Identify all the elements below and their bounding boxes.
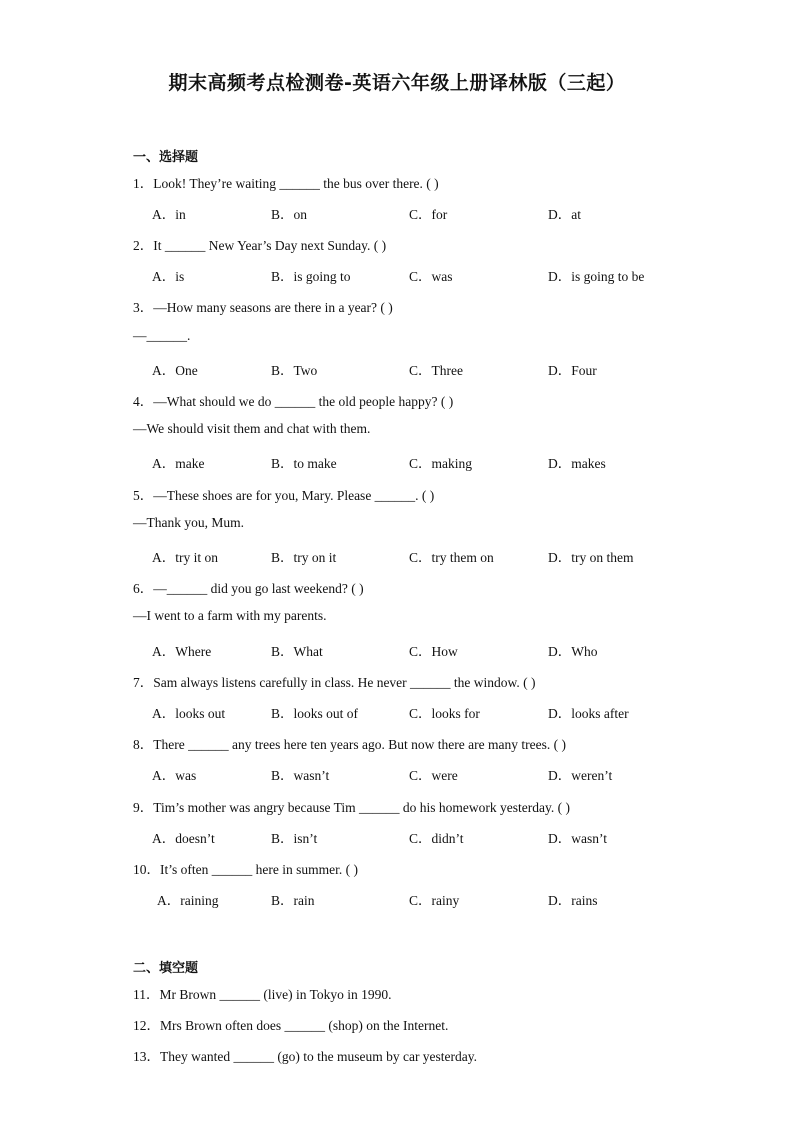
question-stem: 10．It’s often ______ here in summer. ( ) bbox=[133, 862, 358, 877]
option-b[interactable]: B．looks out of bbox=[271, 706, 359, 721]
option-d[interactable]: D．at bbox=[548, 207, 581, 222]
option-a[interactable]: A．One bbox=[152, 363, 198, 378]
option-row bbox=[152, 702, 712, 720]
option-d[interactable]: D．try on them bbox=[548, 550, 634, 565]
option-row bbox=[152, 203, 712, 221]
question-stem: 9．Tim’s mother was angry because Tim ______ do his homework yesterday. ( ) bbox=[133, 800, 570, 815]
fill-question: 13．They wanted ______ (go) to the museum by car yesterday. bbox=[133, 1049, 478, 1064]
question-reply: —Thank you, Mum. bbox=[133, 515, 244, 530]
option-a[interactable]: A．is bbox=[152, 269, 185, 284]
option-c[interactable]: C．were bbox=[409, 768, 458, 783]
option-row bbox=[152, 764, 712, 782]
option-a[interactable]: A．in bbox=[152, 207, 186, 222]
question-stem: 3．—How many seasons are there in a year? ( ) bbox=[133, 300, 393, 315]
question-stem: 1．Look! They’re waiting ______ the bus over there. ( ) bbox=[133, 176, 439, 191]
option-c[interactable]: C．Three bbox=[409, 363, 463, 378]
fill-question: 12．Mrs Brown often does ______ (shop) on the Internet. bbox=[133, 1018, 449, 1033]
option-a[interactable]: A．looks out bbox=[152, 706, 226, 721]
option-row bbox=[152, 359, 712, 377]
option-a[interactable]: A．Where bbox=[152, 644, 212, 659]
option-b[interactable]: B．isn’t bbox=[271, 831, 318, 846]
option-c[interactable]: C．for bbox=[409, 207, 448, 222]
question-reply: —I went to a farm with my parents. bbox=[133, 608, 327, 623]
section-heading-fill: 二、填空题 bbox=[133, 961, 199, 976]
option-c[interactable]: C．making bbox=[409, 456, 472, 471]
option-a[interactable]: A．make bbox=[152, 456, 205, 471]
option-row bbox=[152, 265, 712, 283]
option-row bbox=[152, 640, 712, 658]
option-row bbox=[152, 452, 712, 470]
option-a[interactable]: A．try it on bbox=[152, 550, 218, 565]
option-c[interactable]: C．was bbox=[409, 269, 453, 284]
option-d[interactable]: D．weren’t bbox=[548, 768, 613, 783]
option-b[interactable]: B．to make bbox=[271, 456, 337, 471]
page-title: 期末高频考点检测卷-英语六年级上册译林版（三起） bbox=[168, 72, 626, 94]
option-c[interactable]: C．didn’t bbox=[409, 831, 464, 846]
option-b[interactable]: B．What bbox=[271, 644, 323, 659]
option-d[interactable]: D．wasn’t bbox=[548, 831, 607, 846]
question-reply: —______. bbox=[133, 328, 191, 343]
option-d[interactable]: D．Four bbox=[548, 363, 597, 378]
option-row bbox=[152, 827, 712, 845]
option-a[interactable]: A．raining bbox=[157, 893, 219, 908]
question-stem: 4．—What should we do ______ the old people happy? ( ) bbox=[133, 394, 454, 409]
option-b[interactable]: B．try on it bbox=[271, 550, 337, 565]
option-b[interactable]: B．wasn’t bbox=[271, 768, 330, 783]
option-a[interactable]: A．was bbox=[152, 768, 197, 783]
option-c[interactable]: C．How bbox=[409, 644, 458, 659]
option-d[interactable]: D．Who bbox=[548, 644, 598, 659]
option-d[interactable]: D．makes bbox=[548, 456, 606, 471]
option-c[interactable]: C．looks for bbox=[409, 706, 480, 721]
fill-question: 11．Mr Brown ______ (live) in Tokyo in 1990. bbox=[133, 987, 392, 1002]
option-row bbox=[152, 546, 712, 564]
option-b[interactable]: B．is going to bbox=[271, 269, 351, 284]
question-stem: 7．Sam always listens carefully in class. He never ______ the window. ( ) bbox=[133, 675, 536, 690]
option-d[interactable]: D．looks after bbox=[548, 706, 629, 721]
question-reply: —We should visit them and chat with them. bbox=[133, 421, 371, 436]
question-stem: 2．It ______ New Year’s Day next Sunday. ( ) bbox=[133, 238, 387, 253]
option-c[interactable]: C．rainy bbox=[409, 893, 460, 908]
question-stem: 5．—These shoes are for you, Mary. Please ______. ( ) bbox=[133, 488, 435, 503]
option-b[interactable]: B．on bbox=[271, 207, 308, 222]
question-stem: 8．There ______ any trees here ten years ago. But now there are many trees. ( ) bbox=[133, 737, 566, 752]
section-heading-choice: 一、选择题 bbox=[133, 150, 199, 165]
option-row bbox=[152, 889, 712, 907]
option-b[interactable]: B．Two bbox=[271, 363, 318, 378]
option-b[interactable]: B．rain bbox=[271, 893, 315, 908]
option-d[interactable]: D．is going to be bbox=[548, 269, 645, 284]
option-a[interactable]: A．doesn’t bbox=[152, 831, 215, 846]
option-c[interactable]: C．try them on bbox=[409, 550, 494, 565]
option-d[interactable]: D．rains bbox=[548, 893, 598, 908]
question-stem: 6．—______ did you go last weekend? ( ) bbox=[133, 581, 364, 596]
